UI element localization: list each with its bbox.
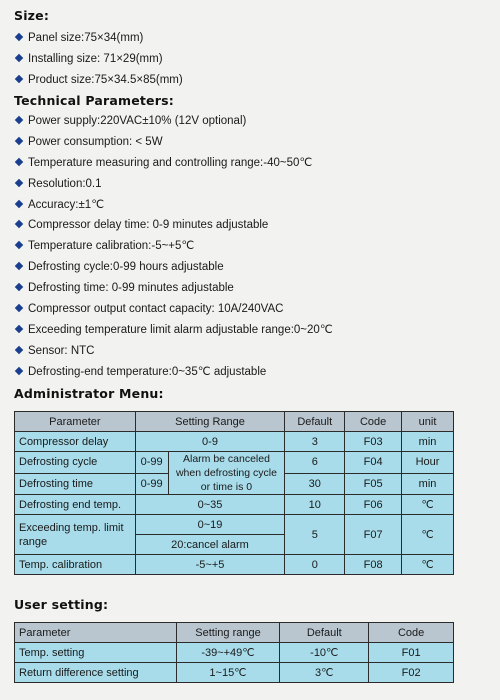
technical-item (16, 278, 333, 299)
default-cell: 5 (285, 515, 345, 555)
diamond-bullet-icon (15, 116, 23, 124)
user-table (14, 622, 454, 683)
param-cell: Temp. setting (15, 643, 177, 663)
technical-item-text: Exceeding temperature limit alarm adjustable range:0~20℃ (28, 323, 333, 336)
size-item (16, 49, 183, 70)
param-cell: Temp. calibration (15, 555, 136, 575)
default-cell: 0 (285, 555, 345, 575)
diamond-bullet-icon (15, 178, 23, 186)
table-row (15, 432, 454, 452)
user-heading: User setting: (14, 597, 109, 612)
default-cell: -10℃ (280, 643, 369, 663)
default-cell: 3 (285, 432, 345, 452)
technical-item-text: Compressor output contact capacity: 10A/240VAC (28, 303, 284, 316)
code-cell: F06 (345, 495, 402, 515)
diamond-bullet-icon (15, 304, 23, 312)
column-header: Code (345, 412, 402, 432)
technical-item (16, 174, 333, 195)
technical-item (16, 257, 333, 278)
range-prefix-cell: 0-99 (135, 452, 168, 474)
code-cell: F07 (345, 515, 402, 555)
diamond-bullet-icon (15, 158, 23, 166)
code-cell: F01 (369, 643, 454, 663)
code-cell: F04 (345, 452, 402, 474)
technical-item (16, 320, 333, 341)
technical-item-text: Resolution:0.1 (28, 177, 102, 190)
technical-item (16, 236, 333, 257)
table-header-row (15, 623, 454, 643)
diamond-bullet-icon (15, 33, 23, 41)
unit-cell: Hour (402, 452, 454, 474)
diamond-bullet-icon (15, 262, 23, 270)
technical-item (16, 215, 333, 236)
technical-item (16, 195, 333, 216)
admin-heading: Administrator Menu: (14, 386, 164, 401)
column-header: Setting range (176, 623, 280, 643)
technical-item-text: Defrosting-end temperature:0~35℃ adjustable (28, 365, 267, 378)
diamond-bullet-icon (15, 366, 23, 374)
diamond-bullet-icon (15, 54, 23, 62)
table-row (15, 663, 454, 683)
param-cell: Defrosting time (15, 473, 136, 495)
table-row (15, 515, 454, 535)
diamond-bullet-icon (15, 346, 23, 354)
technical-item (16, 111, 333, 132)
technical-item-text: Defrosting cycle:0-99 hours adjustable (28, 261, 224, 274)
technical-item (16, 299, 333, 320)
unit-cell: ℃ (402, 495, 454, 515)
column-header: Setting Range (135, 412, 285, 432)
size-heading: Size: (14, 8, 50, 23)
unit-cell: min (402, 473, 454, 495)
table-row (15, 643, 454, 663)
diamond-bullet-icon (15, 241, 23, 249)
size-list (16, 28, 183, 91)
default-cell: 30 (285, 473, 345, 495)
size-item-text: Product size:75×34.5×85(mm) (28, 73, 183, 86)
table-row (15, 452, 454, 474)
unit-cell: ℃ (402, 515, 454, 555)
code-cell: F05 (345, 473, 402, 495)
param-cell: Return difference setting (15, 663, 177, 683)
size-item-text: Installing size: 71×29(mm) (28, 52, 163, 65)
technical-item-text: Power consumption: < 5W (28, 135, 163, 148)
default-cell: 6 (285, 452, 345, 474)
param-cell: Defrosting end temp. (15, 495, 136, 515)
range-cell: 0-9 (135, 432, 285, 452)
technical-heading: Technical Parameters: (14, 93, 174, 108)
column-header: Default (280, 623, 369, 643)
column-header: Parameter (15, 412, 136, 432)
param-cell: Compressor delay (15, 432, 136, 452)
table-row (15, 555, 454, 575)
technical-item-text: Sensor: NTC (28, 344, 95, 357)
diamond-bullet-icon (15, 220, 23, 228)
range-cell: 20:cancel alarm (135, 535, 285, 555)
technical-item-text: Compressor delay time: 0-9 minutes adjustable (28, 219, 269, 232)
column-header: unit (402, 412, 454, 432)
diamond-bullet-icon (15, 75, 23, 83)
diamond-bullet-icon (15, 325, 23, 333)
technical-item (16, 341, 333, 362)
unit-cell: min (402, 432, 454, 452)
size-item (16, 70, 183, 91)
technical-item-text: Accuracy:±1℃ (28, 198, 105, 211)
diamond-bullet-icon (15, 137, 23, 145)
technical-item (16, 153, 333, 174)
technical-item-text: Temperature calibration:-5~+5℃ (28, 240, 195, 253)
technical-item-text: Power supply:220VAC±10% (12V optional) (28, 115, 247, 127)
code-cell: F02 (369, 663, 454, 683)
code-cell: F03 (345, 432, 402, 452)
code-cell: F08 (345, 555, 402, 575)
technical-list (16, 111, 333, 383)
unit-cell: ℃ (402, 555, 454, 575)
param-cell: Defrosting cycle (15, 452, 136, 474)
diamond-bullet-icon (15, 283, 23, 291)
size-item (16, 28, 183, 49)
column-header: Default (285, 412, 345, 432)
technical-item-text: Temperature measuring and controlling range:-40~50℃ (28, 156, 313, 169)
range-cell: -39~+49℃ (176, 643, 280, 663)
table-header-row (15, 412, 454, 432)
technical-item-text: Defrosting time: 0-99 minutes adjustable (28, 282, 234, 295)
size-item-text: Panel size:75×34(mm) (28, 32, 144, 44)
param-cell: Exceeding temp. limit range (15, 515, 136, 555)
range-cell: 0~19 (135, 515, 285, 535)
table-row (15, 495, 454, 515)
admin-table (14, 411, 454, 575)
technical-item (16, 362, 333, 383)
defrost-note-cell: Alarm be canceled when defrosting cycle or time is 0 (168, 452, 285, 495)
default-cell: 3℃ (280, 663, 369, 683)
diamond-bullet-icon (15, 199, 23, 207)
range-cell: -5~+5 (135, 555, 285, 575)
default-cell: 10 (285, 495, 345, 515)
range-cell: 0~35 (135, 495, 285, 515)
column-header: Code (369, 623, 454, 643)
technical-item (16, 132, 333, 153)
range-prefix-cell: 0-99 (135, 473, 168, 495)
range-cell: 1~15℃ (176, 663, 280, 683)
column-header: Parameter (15, 623, 177, 643)
